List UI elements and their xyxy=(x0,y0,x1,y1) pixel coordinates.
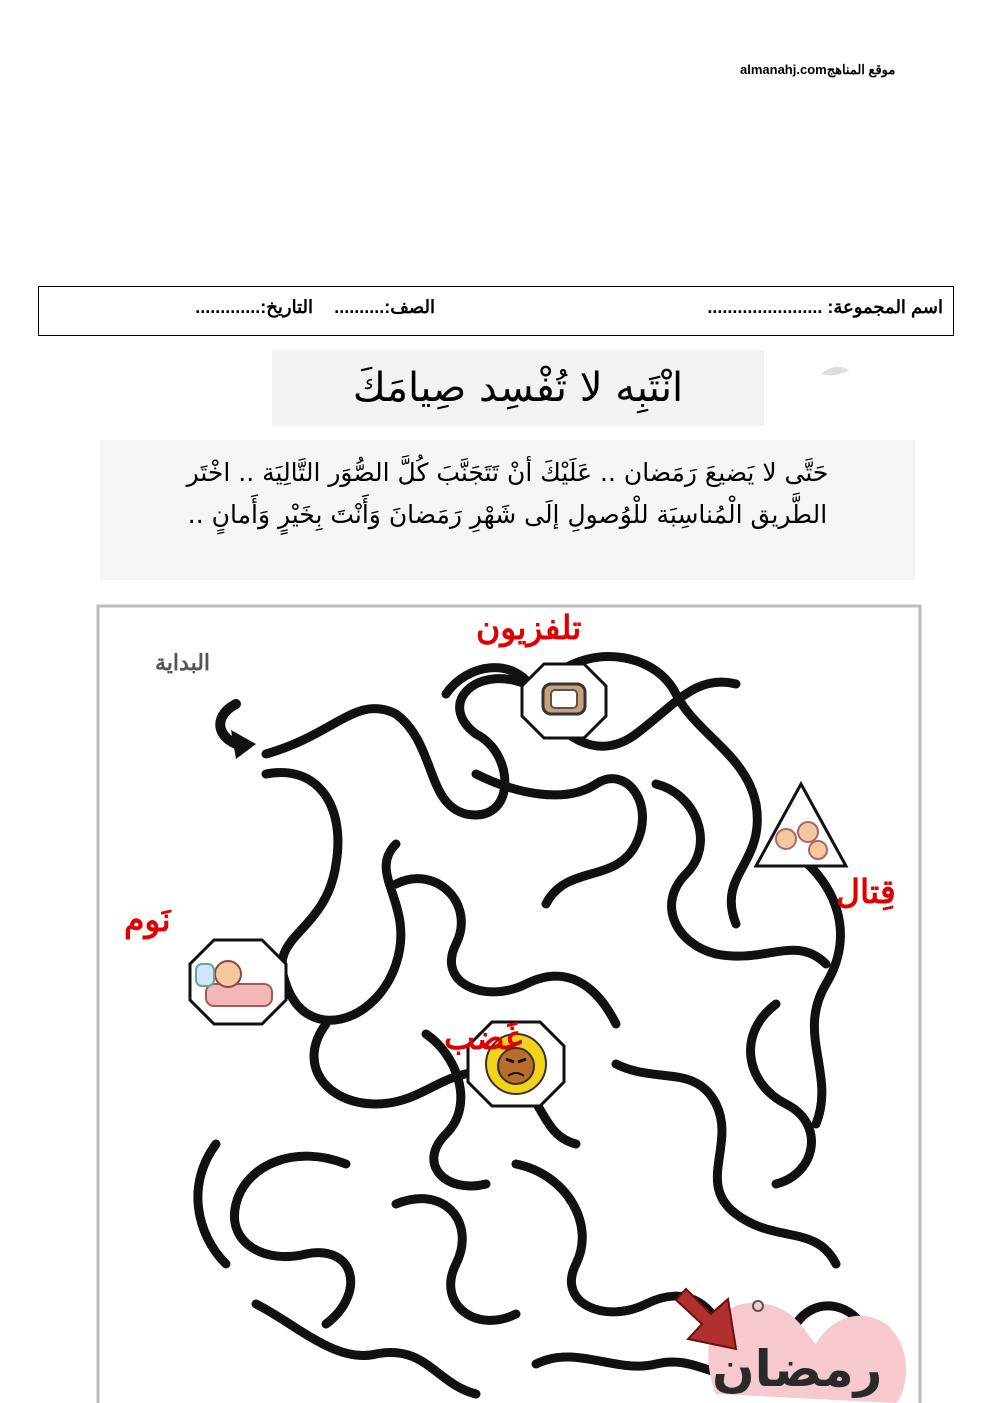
instructions-line-2: الطَّريق الْمُناسِبَة للْوُصولِ إلَى شَهْرِ رَمَضانَ وَأَنْتَ بِخَيْرٍ وَأَمانٍ .. xyxy=(187,500,828,529)
tv-station-icon xyxy=(522,664,606,738)
decorative-mark-icon xyxy=(815,360,855,380)
maze-wall xyxy=(256,1304,476,1394)
maze-wall xyxy=(751,1004,812,1184)
start-arrow-icon xyxy=(220,704,256,759)
sleep-station-icon xyxy=(190,940,286,1024)
anger-label: غَضب xyxy=(444,1019,523,1056)
maze-wall xyxy=(266,679,526,815)
maze-wall xyxy=(396,879,616,1024)
instructions xyxy=(100,440,915,580)
sleep-label: نَوم xyxy=(124,901,171,938)
end-label: رمضان xyxy=(712,1340,883,1398)
instructions-line-1: حَتَّى لا يَضيعَ رَمَضان .. عَلَيْكَ أنْ تَتَجَنَّبَ كُلَّ الصُّوَر التَّالِيَة .. اخْتَر xyxy=(186,458,829,487)
group-name-field[interactable]: اسم المجموعة: ....................... xyxy=(707,297,943,317)
start-label: البداية xyxy=(155,650,211,675)
date-field[interactable]: التاريخ:............. xyxy=(195,297,313,317)
fight-station-icon xyxy=(756,784,846,866)
tv-label: تلفزيون xyxy=(476,609,582,646)
maze-wall xyxy=(796,854,840,1124)
maze-wall xyxy=(198,1144,226,1264)
class-field[interactable]: الصف:.......... xyxy=(334,297,435,317)
maze xyxy=(96,604,922,1403)
maze-wall xyxy=(396,1199,516,1321)
maze-wall xyxy=(234,1156,350,1324)
fight-label: قِتال xyxy=(836,873,896,910)
site-header: موقع المناهجalmanahj.com xyxy=(740,62,896,77)
student-info-box xyxy=(38,286,954,336)
worksheet-title: انْتَبِه لا تُفْسِد صِيامَكَ xyxy=(272,350,764,426)
